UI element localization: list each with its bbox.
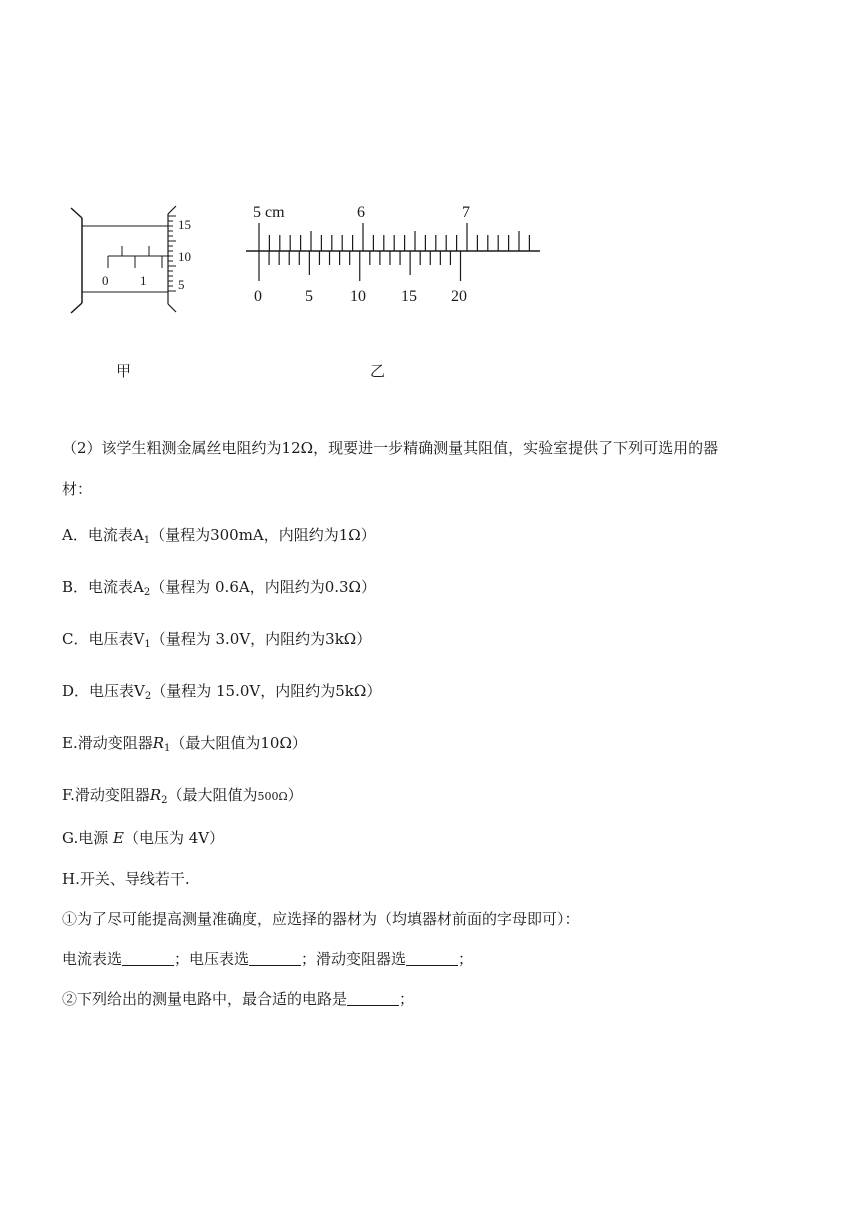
micrometer-caption: 甲 xyxy=(116,362,132,380)
question-2 xyxy=(62,988,414,1009)
option-a xyxy=(62,524,376,546)
option-value: 500Ω xyxy=(257,790,288,803)
option-prefix: A．电流表 xyxy=(62,526,133,544)
ammeter-answer-blank[interactable] xyxy=(122,951,174,966)
blank-label-rheostat: ；滑动变阻器选 xyxy=(301,950,407,968)
micrometer-scale-label: 15 xyxy=(178,217,191,232)
option-subscript: 1 xyxy=(144,639,151,650)
option-detail: （最大阻值为 xyxy=(167,786,258,804)
micrometer-thimble-scale xyxy=(168,216,176,291)
option-prefix: D．电压表 xyxy=(62,682,135,700)
micrometer-frame-topleft xyxy=(71,208,82,218)
micrometer-frame-bottomleft xyxy=(71,303,82,313)
caliper-main-label: 6 xyxy=(357,204,365,221)
micrometer-scale-label: 10 xyxy=(178,249,191,264)
blank-end: ； xyxy=(458,950,474,968)
blank-label-ammeter: 电流表选 xyxy=(62,950,123,968)
question-1: ①为了尽可能提高测量准确度，应选择的器材为（均填器材前面的字母即可）： xyxy=(62,910,580,928)
caliper-vernier-label: 15 xyxy=(401,288,417,305)
option-symbol: A xyxy=(132,526,144,544)
option-detail-end: ） xyxy=(287,786,303,804)
caliper-vernier-scale xyxy=(259,251,461,281)
option-c xyxy=(62,628,371,650)
option-symbol: E xyxy=(113,829,124,847)
caliper-figure xyxy=(240,198,550,308)
option-symbol: V xyxy=(134,682,145,700)
option-prefix: C．电压表 xyxy=(62,630,134,648)
caliper-vernier-label: 0 xyxy=(254,288,262,305)
option-f xyxy=(62,784,303,806)
voltmeter-answer-blank[interactable] xyxy=(249,951,301,966)
option-subscript: 1 xyxy=(143,535,151,546)
option-subscript: 1 xyxy=(164,743,171,754)
option-e xyxy=(62,732,307,754)
option-g xyxy=(62,827,224,848)
option-prefix: E.滑动变阻器 xyxy=(62,734,153,752)
option-h: H.开关、导线若干. xyxy=(62,870,190,888)
caliper-main-scale xyxy=(259,223,529,251)
micrometer-sleeve-label: 1 xyxy=(140,273,147,288)
option-detail: （电压为 4V） xyxy=(123,829,225,847)
option-symbol: A xyxy=(133,578,144,596)
option-subscript: 2 xyxy=(143,587,151,598)
micrometer-scale-label: 5 xyxy=(178,277,185,292)
question-intro-line1: （2）该学生粗测金属丝电阻约为12Ω，现要进一步精确测量其阻值，实验室提供了下列可选用的器 xyxy=(62,439,719,457)
option-detail: （量程为 3.0V，内阻约为3kΩ） xyxy=(150,630,372,648)
caliper-vernier-label: 10 xyxy=(350,288,366,305)
micrometer-thimble-top xyxy=(168,206,176,214)
caliper-main-label: 7 xyxy=(462,204,470,221)
option-subscript: 2 xyxy=(144,691,152,702)
caliper-main-label: 5 cm xyxy=(253,204,285,221)
question-2-end: ； xyxy=(399,990,415,1008)
option-symbol: V xyxy=(133,630,145,648)
micrometer-sleeve-label: 0 xyxy=(102,273,109,288)
caliper-caption: 乙 xyxy=(370,362,386,380)
option-symbol: R xyxy=(149,786,162,804)
option-prefix: B．电流表 xyxy=(62,578,134,596)
option-subscript: 2 xyxy=(161,795,168,806)
question-1-blanks xyxy=(62,948,473,969)
option-detail: （量程为 15.0V，内阻约为5kΩ） xyxy=(151,682,382,700)
question-intro-line2: 材： xyxy=(62,480,93,498)
option-b xyxy=(62,576,376,598)
option-prefix: F.滑动变阻器 xyxy=(62,786,150,804)
rheostat-answer-blank[interactable] xyxy=(406,951,458,966)
option-detail: （量程为300mA，内阻约为1Ω） xyxy=(150,526,376,544)
option-detail: （最大阻值为10Ω） xyxy=(170,734,307,752)
option-detail: （量程为 0.6A，内阻约为0.3Ω） xyxy=(150,578,376,596)
caliper-vernier-label: 20 xyxy=(451,288,467,305)
question-2-text: ②下列给出的测量电路中，最合适的电路是 xyxy=(62,990,348,1008)
caliper-vernier-label: 5 xyxy=(305,288,313,305)
circuit-answer-blank[interactable] xyxy=(347,991,399,1006)
micrometer-thimble-bottom xyxy=(168,304,176,312)
option-d xyxy=(62,680,381,702)
option-prefix: G.电源 xyxy=(62,829,109,847)
blank-label-voltmeter: ；电压表选 xyxy=(174,950,250,968)
option-symbol: R xyxy=(152,734,165,752)
micrometer-figure xyxy=(62,200,202,320)
